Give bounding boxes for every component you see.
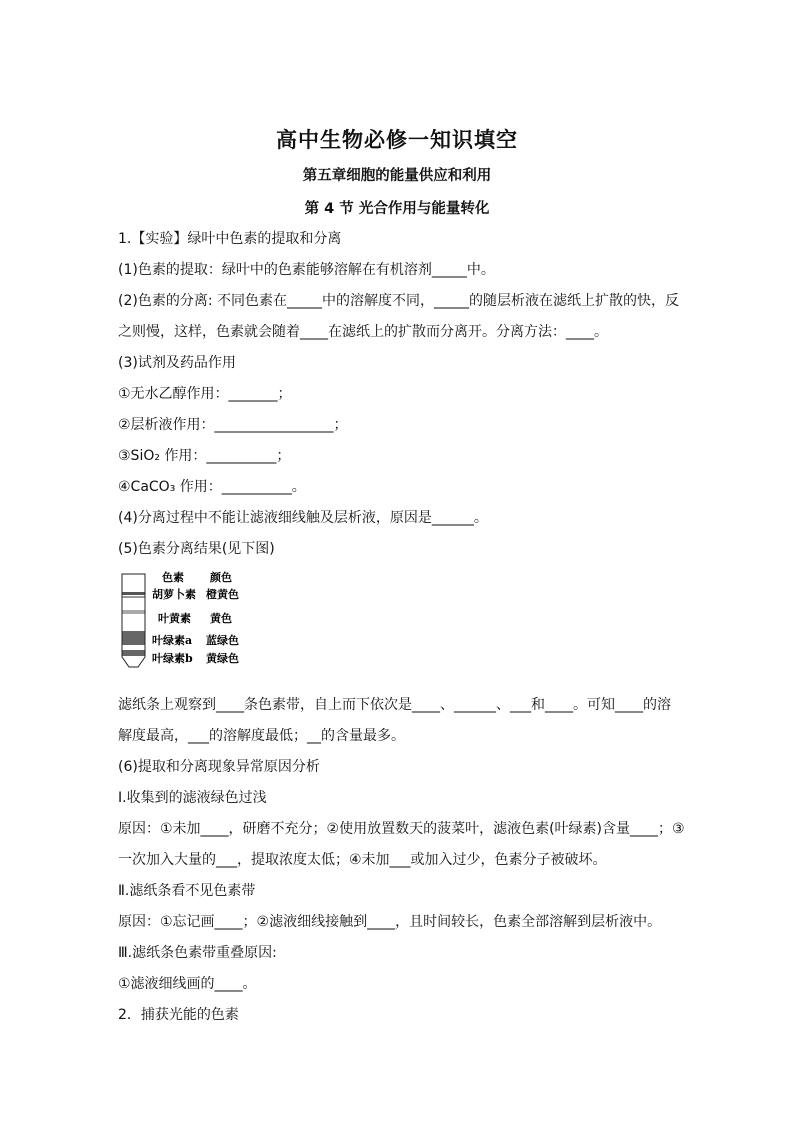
document-title: 高中生物必修一知识填空 bbox=[276, 127, 518, 152]
band-carotene bbox=[123, 592, 145, 595]
band-chlorophyll-b bbox=[123, 650, 145, 656]
text-line: (5)色素分离结果(见下图) bbox=[118, 541, 275, 557]
text-line: ①滤液细线画的____。 bbox=[118, 976, 257, 992]
text-line: (3)试剂及药品作用 bbox=[118, 355, 236, 371]
item-2-heading: 2．捕获光能的色素 bbox=[118, 1007, 239, 1023]
text-line: (4)分离过程中不能让滤液细线触及层析液，原因是______。 bbox=[118, 510, 488, 526]
text-line: 滤纸条上观察到____条色素带，自上而下依次是____、______、___和____。可知____的溶 bbox=[118, 697, 671, 713]
pigment-color: 黄绿色 bbox=[206, 652, 239, 665]
text-line: 之则慢，这样，色素就会随着____在滤纸上的扩散而分离开。分离方法：____。 bbox=[118, 324, 608, 340]
text-line: (6)提取和分离现象异常原因分析 bbox=[118, 759, 320, 775]
text-line: ①无水乙醇作用：_______； bbox=[118, 386, 292, 402]
text-line: (2)色素的分离: 不同色素在_____中的溶解度不同，_____的随层析液在滤纸上扩散的快，反 bbox=[118, 293, 679, 309]
item-1-heading: 1.【实验】绿叶中色素的提取和分离 bbox=[118, 231, 342, 247]
filter-paper-strip-figure bbox=[118, 571, 258, 671]
text-line: 原因：①忘记画____；②滤液细线接触到____，且时间较长，色素全部溶解到层析液中。 bbox=[118, 914, 662, 930]
text-line: (1)色素的提取：绿叶中的色素能够溶解在有机溶剂_____中。 bbox=[118, 262, 495, 278]
text-line: Ⅰ.收集到的滤液绿色过浅 bbox=[118, 790, 267, 806]
band-xanthophyll bbox=[123, 610, 145, 614]
pigment-color: 蓝绿色 bbox=[206, 634, 239, 647]
text-line: Ⅲ.滤纸条色素带重叠原因: bbox=[118, 945, 277, 961]
chromatography-diagram bbox=[118, 571, 258, 671]
text-line: 解度最高，___的溶解度最低；__的含量最多。 bbox=[118, 728, 405, 744]
chapter-heading: 第五章细胞的能量供应和利用 bbox=[302, 168, 492, 184]
pigment-color: 黄色 bbox=[210, 612, 232, 625]
pigment-color: 橙黄色 bbox=[206, 588, 239, 601]
pigment-name: 叶绿素b bbox=[152, 652, 193, 665]
text-line: ④CaCO₃ 作用：__________。 bbox=[118, 479, 306, 495]
text-line: 一次加入大量的___，提取浓度太低；④未加___或加入过少，色素分子被破坏。 bbox=[118, 852, 607, 868]
column-header-color: 颜色 bbox=[210, 571, 232, 584]
section-heading: 第 4 节 光合作用与能量转化 bbox=[304, 201, 490, 217]
band-carotene-edge bbox=[123, 596, 145, 598]
text-line: Ⅱ.滤纸条看不见色素带 bbox=[118, 883, 256, 899]
band-chlorophyll-a bbox=[123, 631, 145, 645]
pigment-name: 叶绿素a bbox=[152, 634, 193, 647]
pigment-name: 胡萝卜素 bbox=[152, 588, 196, 601]
text-line: 原因：①未加____，研磨不充分；②使用放置数天的菠菜叶，滤液色素(叶绿素)含量____；③ bbox=[118, 821, 685, 837]
text-line: ③SiO₂ 作用：__________； bbox=[118, 448, 291, 464]
pigment-name: 叶黄素 bbox=[158, 612, 191, 625]
column-header-pigment: 色素 bbox=[162, 571, 184, 584]
text-line: ②层析液作用：_________________； bbox=[118, 417, 348, 433]
